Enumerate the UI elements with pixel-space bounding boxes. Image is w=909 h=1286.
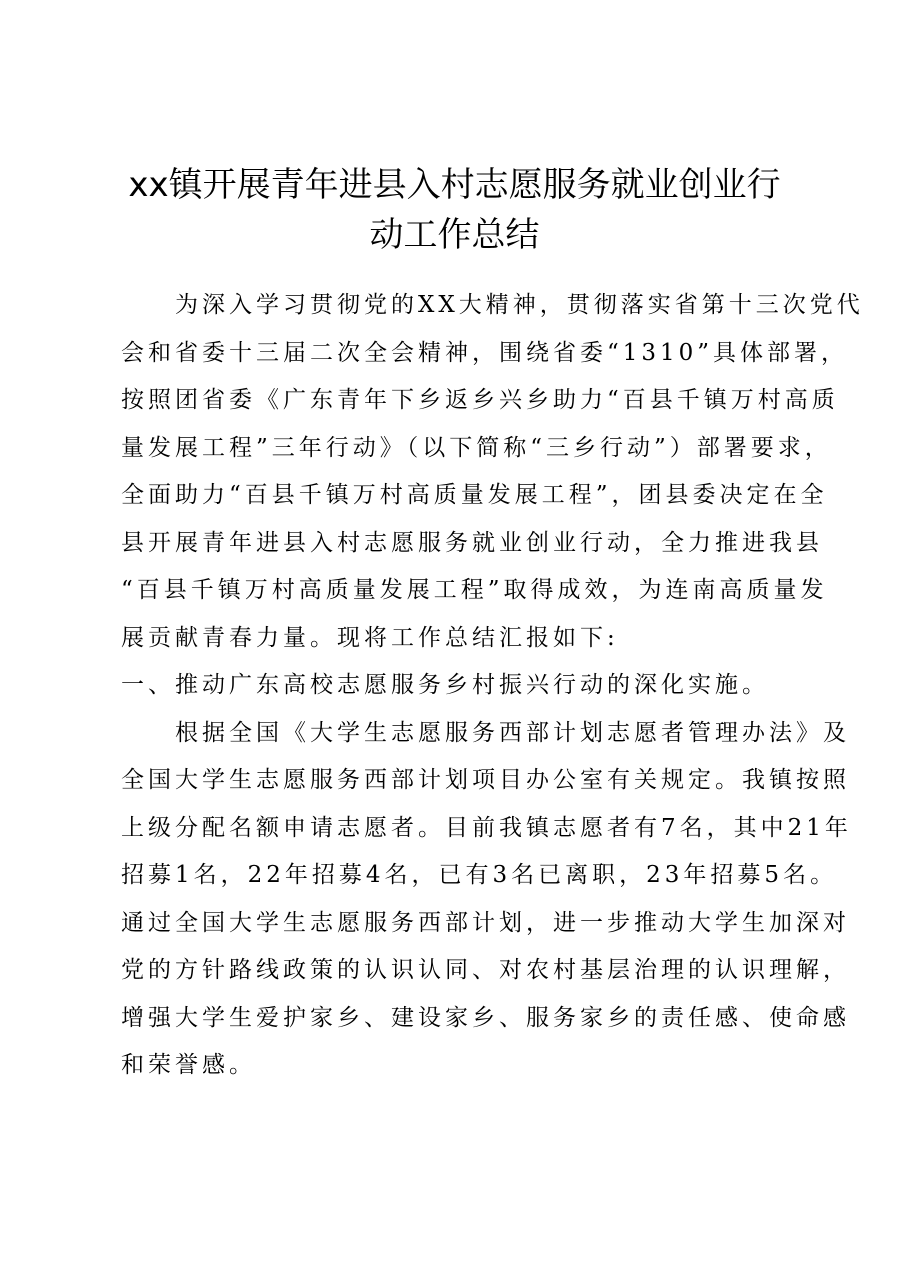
body-line: 量发展工程”三年行动》（以下简称“三乡行动”）部署要求，	[121, 434, 832, 461]
body-line: 会和省委十三届二次全会精神，围绕省委“1310”具体部署，	[121, 339, 849, 366]
document-body	[121, 282, 864, 1090]
body-line: 县开展青年进县入村志愿服务就业创业行动，全力推进我县	[121, 529, 823, 556]
body-line: 增强大学生爱护家乡、建设家乡、服务家乡的责任感、使命感	[121, 1004, 850, 1031]
body-line: 招募1名，22年招募4名，已有3名已离职，23年招募5名。	[121, 862, 838, 888]
body-line: 全面助力“百县千镇万村高质量发展工程”，团县委决定在全	[121, 482, 828, 508]
body-line: 按照团省委《广东青年下乡返乡兴乡助力“百县千镇万村高质	[121, 387, 839, 413]
body-line: 党的方针路线政策的认识认同、对农村基层治理的认识理解，	[121, 957, 850, 983]
body-line: 根据全国《大学生志愿服务西部计划志愿者管理办法》及	[121, 719, 850, 746]
body-line: 全国大学生志愿服务西部计划项目办公室有关规定。我镇按照	[121, 767, 850, 793]
title-line-2: 动工作总结	[369, 215, 540, 255]
document-title	[100, 160, 809, 260]
body-line: 通过全国大学生志愿服务西部计划，进一步推动大学生加深对	[121, 909, 850, 936]
section-heading: 一、推动广东高校志愿服务乡村振兴行动的深化实施。	[121, 672, 769, 698]
body-line: 和荣誉感。	[121, 1052, 256, 1078]
body-line: 上级分配名额申请志愿者。目前我镇志愿者有7名，其中21年	[121, 814, 852, 841]
body-line: 展贡献青春力量。现将工作总结汇报如下:	[121, 624, 619, 651]
body-line: 为深入学习贯彻党的XX大精神，贯彻落实省第十三次党代	[121, 292, 864, 318]
title-line-1: xx镇开展青年进县入村志愿服务就业创业行	[128, 165, 781, 205]
body-line: “百县千镇万村高质量发展工程”取得成效，为连南高质量发	[121, 577, 828, 603]
